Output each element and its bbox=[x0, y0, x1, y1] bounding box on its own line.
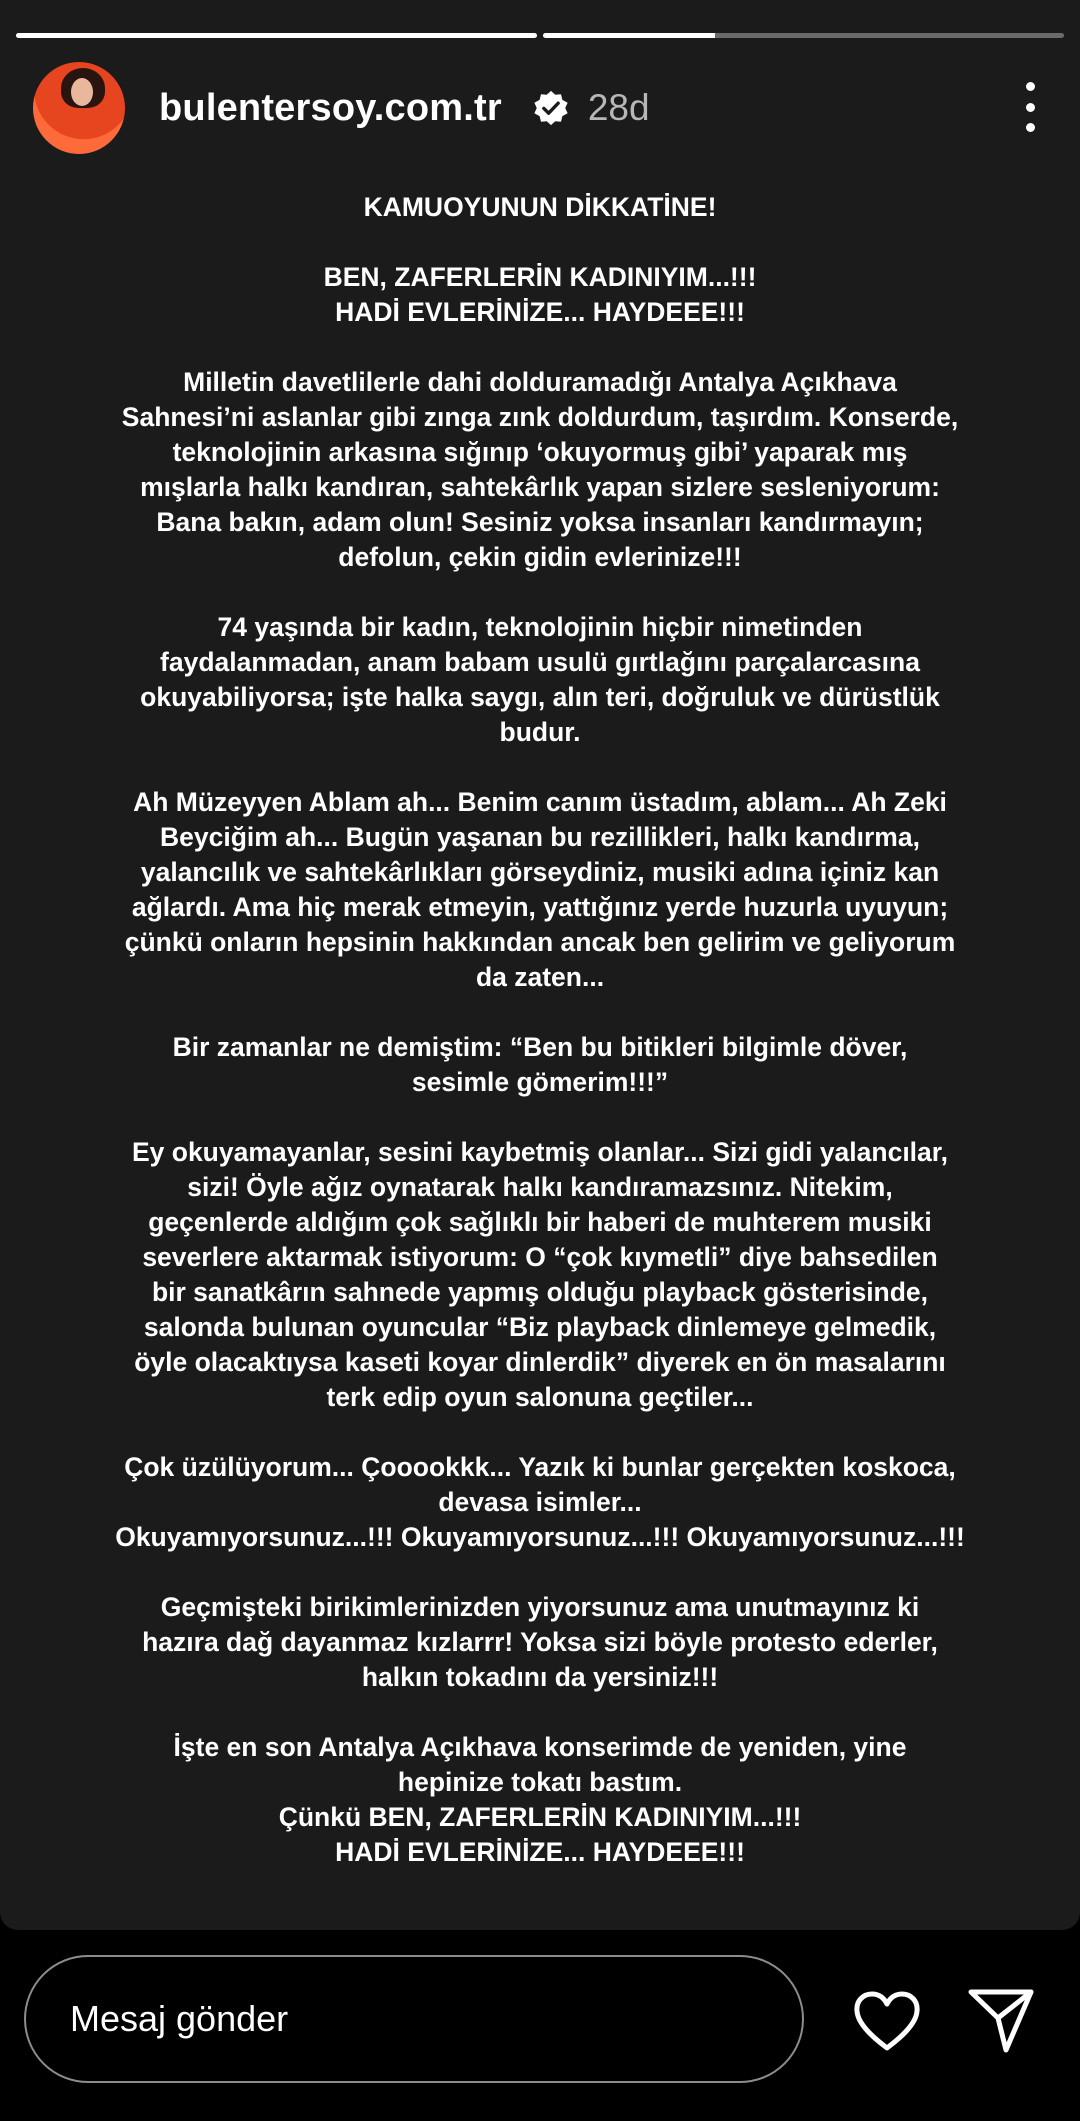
paragraph: Çok üzülüyorum... Çooookkk... Yazık ki bunlar gerçekten koskoca, devasa isimler... Okuyamıyorsunuz...!!! Okuyamıyorsunuz...!!! Okuyamıyorsunuz...!!! bbox=[115, 1452, 965, 1552]
paragraph: Milletin davetlilerle dahi dolduramadığı Antalya Açıkhava Sahnesi’ni aslanlar gibi zınga zınk doldurdum, taşırdım. Konserde, teknolojinin arkasına sığınıp ‘okuyormuş gibi’ yaparak mış mışlarla halkı kandıran, sahtekârlık yapan sizlere sesleniyorum: Bana bakın, adam olun! Sesiniz yoksa insanları kandırmayın; defolun, çekin gidin evlerinize!!! bbox=[121, 367, 959, 572]
more-dot bbox=[1026, 123, 1035, 132]
avatar[interactable] bbox=[33, 62, 125, 154]
paragraph: BEN, ZAFERLERİN KADINIYIM...!!! HADİ EVLERİNİZE... HAYDEEE!!! bbox=[323, 262, 757, 327]
paragraph: Ey okuyamayanlar, sesini kaybetmiş olanlar... Sizi gidi yalancılar, sizi! Öyle ağız oynatarak halkı kandıramazsınız. Nitekim, geçenlerde aldığım çok sağlıklı bir haberi de muhterem musiki severlere aktarmak istiyorum: O “çok kıymetli” diye bahsedilen bir sanatkârın sahnede yapmış olduğu playback gösterisinde, salonda bulunan oyuncular “Biz playback dinlemeye gelmedik, öyle olacaktıysa kaseti koyar dinlerdik” diyerek en ön masalarını terk edip oyun salonuna geçtiler... bbox=[131, 1137, 948, 1412]
paragraph: Bir zamanlar ne demiştim: “Ben bu bitikleri bilgimle döver, sesimle gömerim!!!” bbox=[172, 1032, 908, 1097]
progress-fill-1 bbox=[16, 33, 537, 38]
paragraph: İşte en son Antalya Açıkhava konserimde de yeniden, yine hepinize tokatı bastım. Çünkü BEN, ZAFERLERİN KADINIYIM...!!! HADİ EVLERİNİZE... HAYDEEE!!! bbox=[173, 1732, 907, 1867]
send-icon[interactable] bbox=[966, 1986, 1036, 2054]
verified-badge-icon bbox=[532, 89, 570, 127]
username[interactable]: bulentersoy.com.tr bbox=[159, 86, 502, 129]
paragraph: Ah Müzeyyen Ablam ah... Benim canım üstadım, ablam... Ah Zeki Beyciğim ah... Bugün yaşanan bu rezillikleri, halkı kandırma, yalancılık ve sahtekârlıkları görseydiniz, musiki adına içiniz kan ağlardı. Ama hiç merak etmeyin, yattığınız yerde huzurla uyuyun; çünkü onların hepsinin hakkından ancak ben gelirim ve geliyorum da zaten... bbox=[124, 787, 956, 992]
story-text bbox=[40, 190, 1040, 1870]
more-dot bbox=[1026, 103, 1035, 112]
paragraph: KAMUOYUNUN DİKKATİNE! bbox=[363, 192, 717, 222]
message-input[interactable]: Mesaj gönder bbox=[24, 1955, 804, 2083]
story-header bbox=[33, 62, 1043, 154]
more-dot bbox=[1026, 82, 1035, 91]
paragraph: Geçmişteki birikimlerinizden yiyorsunuz ama unutmayınız ki hazıra dağ dayanmaz kızlarrr! Yoksa sizi böyle protesto ederler, halkın tokadını da yersiniz!!! bbox=[142, 1592, 938, 1692]
post-time: 28d bbox=[587, 87, 650, 128]
more-vertical-icon[interactable] bbox=[1017, 82, 1043, 132]
paragraph: 74 yaşında bir kadın, teknolojinin hiçbir nimetinden faydalanmadan, anam babam usulü gırtlağını parçalarcasına okuyabiliyorsa; işte halka saygı, alın teri, doğruluk ve dürüstlük budur. bbox=[140, 612, 940, 747]
heart-icon[interactable] bbox=[852, 1990, 922, 2052]
avatar-face bbox=[71, 78, 93, 106]
progress-segment-2 bbox=[543, 33, 1064, 38]
progress-fill-2 bbox=[543, 33, 715, 38]
story-footer bbox=[0, 1930, 1080, 2121]
progress-segment-1 bbox=[16, 33, 537, 38]
story-progress bbox=[16, 33, 1064, 38]
